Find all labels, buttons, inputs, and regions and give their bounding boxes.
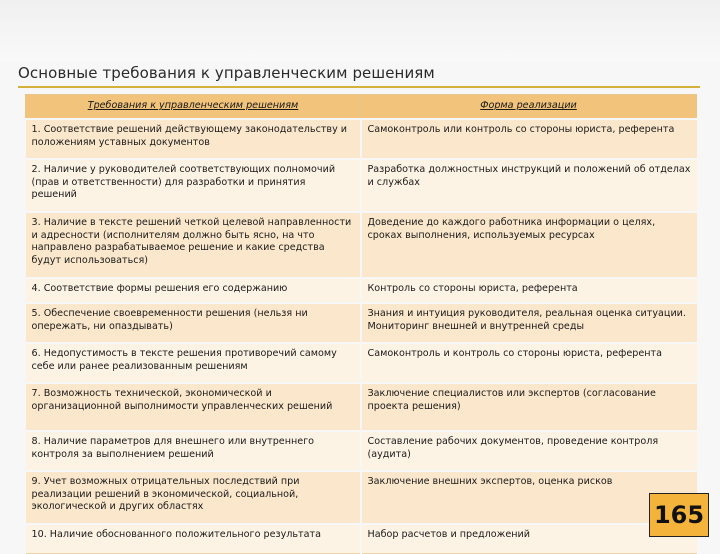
table-row (26, 431, 697, 471)
implementation-cell: Разработка должностных инструкций и положений об отделах и службах (361, 159, 697, 212)
implementation-cell: Контроль со стороны юриста, референта (361, 278, 697, 303)
requirement-cell: 6. Недопустимость в тексте решения противоречий самому себе или ранее реализованным решениям (26, 343, 361, 383)
header-requirements: Требования к управленческим решениям (26, 95, 361, 120)
implementation-cell: Самоконтроль и контроль со стороны юриста, референта (361, 343, 697, 383)
requirement-cell: 10. Наличие обоснованного положительного результата (26, 524, 361, 554)
page-title: Основные требования к управленческим решениям (18, 64, 435, 82)
header-implementation-form: Форма реализации (361, 95, 697, 120)
title-underline (18, 86, 700, 88)
top-band (0, 0, 720, 62)
implementation-cell: Заключение специалистов или экспертов (согласование проекта решения) (361, 383, 697, 431)
requirement-cell: 9. Учет возможных отрицательных последствий при реализации решений в экономической, социальной, экологической и других областях (26, 471, 361, 524)
table-row (26, 159, 697, 212)
requirement-cell: 5. Обеспечение своевременности решения (нельзя ни опережать, ни опаздывать) (26, 303, 361, 343)
table-row (26, 212, 697, 278)
implementation-cell: Самоконтроль или контроль со стороны юриста, референта (361, 119, 697, 159)
table-header-row (26, 95, 697, 120)
table-row (26, 471, 697, 524)
implementation-cell: Доведение до каждого работника информации о целях, сроках выполнения, используемых ресурсах (361, 212, 697, 278)
requirement-cell: 3. Наличие в тексте решений четкой целевой направленности и адресности (исполнителям должно быть ясно, на что направлено разрабатываемое решение и какие средства будут использоваться) (26, 212, 361, 278)
table-row (26, 383, 697, 431)
requirement-cell: 2. Наличие у руководителей соответствующих полномочий (прав и ответственности) для разработки и принятия решений (26, 159, 361, 212)
table-row (26, 119, 697, 159)
implementation-cell: Заключение внешних экспертов, оценка рисков (361, 471, 697, 524)
requirement-cell: 8. Наличие параметров для внешнего или внутреннего контроля за выполнением решений (26, 431, 361, 471)
requirement-cell: 7. Возможность технической, экономической и организационной выполнимости управленческих решений (26, 383, 361, 431)
implementation-cell: Знания и интуиция руководителя, реальная оценка ситуации. Мониторинг внешней и внутренней среды (361, 303, 697, 343)
table-row (26, 303, 697, 343)
implementation-cell: Составление рабочих документов, проведение контроля (аудита) (361, 431, 697, 471)
table-row (26, 524, 697, 554)
requirements-table (25, 94, 697, 554)
table-row (26, 278, 697, 303)
page-number-badge: 165 (649, 493, 709, 537)
requirement-cell: 1. Соответствие решений действующему законодательству и положениям уставных документов (26, 119, 361, 159)
implementation-cell: Набор расчетов и предложений (361, 524, 697, 554)
table-row (26, 343, 697, 383)
requirement-cell: 4. Соответствие формы решения его содержанию (26, 278, 361, 303)
